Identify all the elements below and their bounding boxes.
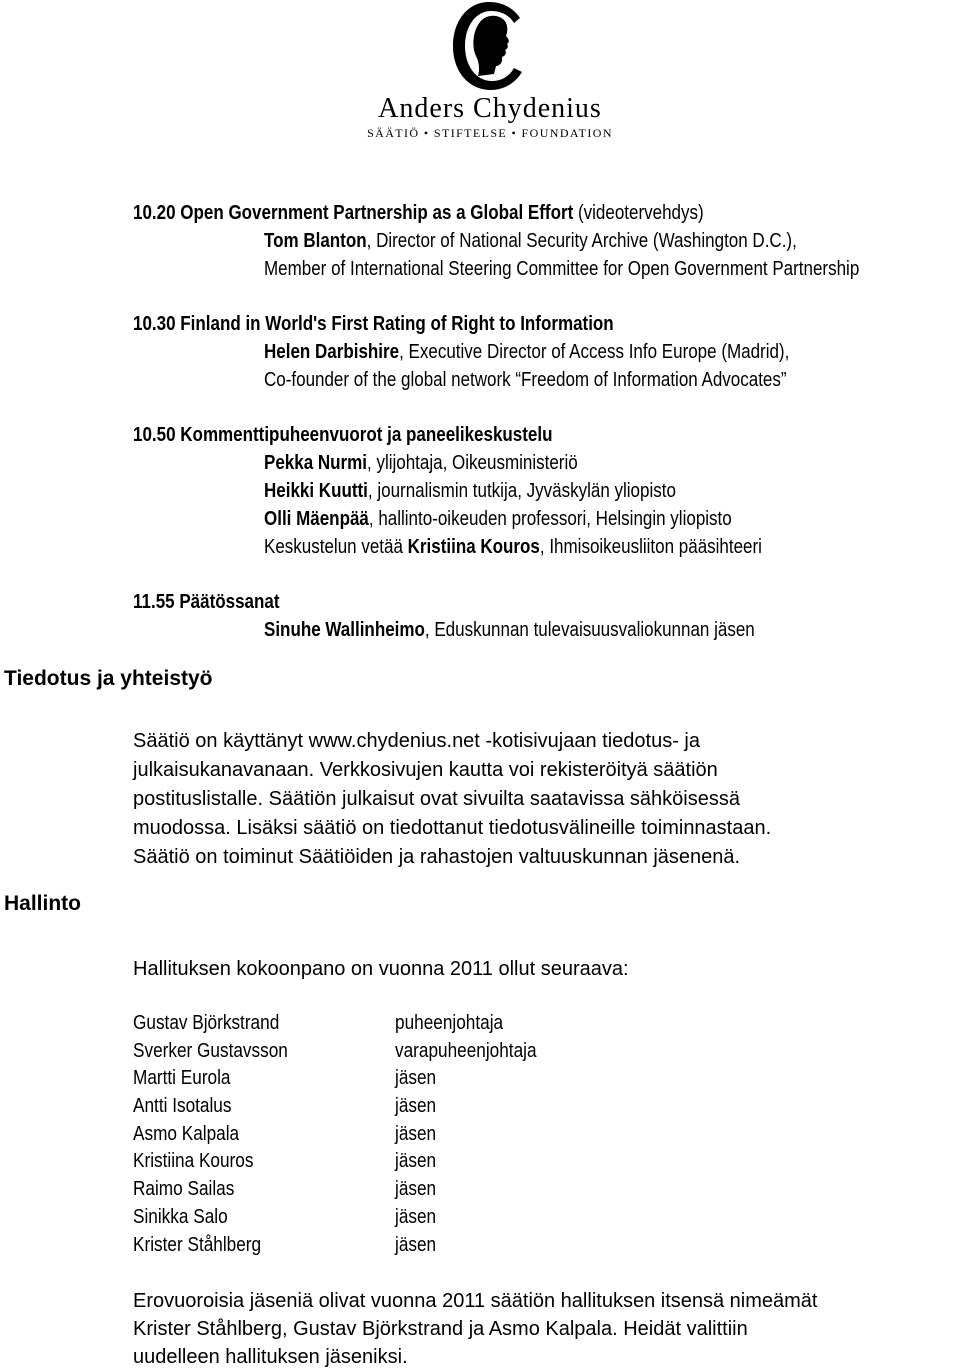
program-item-title: 10.50 Kommenttipuheenvuorot ja paneelikeskustelu	[133, 424, 553, 446]
program-item-title: 11.55 Päätössanat	[133, 591, 280, 613]
program-item-speaker: Sinuhe Wallinheimo, Eduskunnan tulevaisuusvaliokunnan jäsen	[264, 619, 755, 641]
board-intro: Hallituksen kokoonpano on vuonna 2011 ollut seuraava:	[133, 958, 629, 980]
program-item-moderator: Keskustelun vetää Kristiina Kouros, Ihmisoikeusliiton pääsihteeri	[264, 536, 762, 558]
paragraph-line: julkaisukanavanaan. Verkkosivujen kautta voi rekisteröityä säätiön	[133, 759, 718, 781]
program-item-speaker: Tom Blanton, Director of National Security Archive (Washington D.C.),	[264, 230, 797, 252]
section-heading-administration: Hallinto	[4, 892, 81, 915]
paragraph-line: postituslistalle. Säätiön julkaisut ovat sivuilta saatavissa sähköisessä	[133, 788, 740, 810]
communication-paragraph	[133, 727, 953, 872]
program-item-speaker-detail: Co-founder of the global network “Freedom of Information Advocates”	[264, 369, 787, 391]
program-item-title: 10.20 Open Government Partnership as a Global Effort (videotervehdys)	[133, 202, 704, 224]
paragraph-line: Säätiö on toiminut Säätiöiden ja rahastojen valtuuskunnan jäsenenä.	[133, 846, 741, 868]
program-item-speaker: Helen Darbishire, Executive Director of Access Info Europe (Madrid),	[264, 341, 790, 363]
chydenius-profile-logo-icon	[450, 0, 528, 92]
foundation-logo	[340, 0, 640, 145]
program-item-speaker: Heikki Kuutti, journalismin tutkija, Jyväskylän yliopisto	[264, 480, 676, 502]
logo-wordmark: Anders Chydenius	[378, 93, 602, 124]
program-item-title: 10.30 Finland in World's First Rating of Right to Information	[133, 313, 614, 335]
section-heading-communication: Tiedotus ja yhteistyö	[4, 667, 213, 690]
paragraph-line: Krister Ståhlberg, Gustav Björkstrand ja Asmo Kalpala. Heidät valittiin	[133, 1318, 748, 1340]
closing-paragraph	[133, 1287, 817, 1371]
program-item-speaker: Olli Mäenpää, hallinto-oikeuden professori, Helsingin yliopisto	[264, 508, 732, 530]
paragraph-line: Säätiö on käyttänyt www.chydenius.net -kotisivujaan tiedotus- ja	[133, 730, 700, 752]
paragraph-line: Erovuoroisia jäseniä olivat vuonna 2011 säätiön hallituksen itsensä nimeämät	[133, 1290, 818, 1312]
paragraph-line: uudelleen hallituksen jäseniksi.	[133, 1346, 408, 1368]
paragraph-line: muodossa. Lisäksi säätiö on tiedottanut tiedotusvälineille toiminnastaan.	[133, 817, 772, 839]
logo-tagline: SÄÄTIÖ • STIFTELSE • FOUNDATION	[367, 126, 613, 140]
program-item-speaker-detail: Member of International Steering Committee for Open Government Partnership	[264, 258, 860, 280]
program-item-speaker: Pekka Nurmi, ylijohtaja, Oikeusministeriö	[264, 452, 578, 474]
